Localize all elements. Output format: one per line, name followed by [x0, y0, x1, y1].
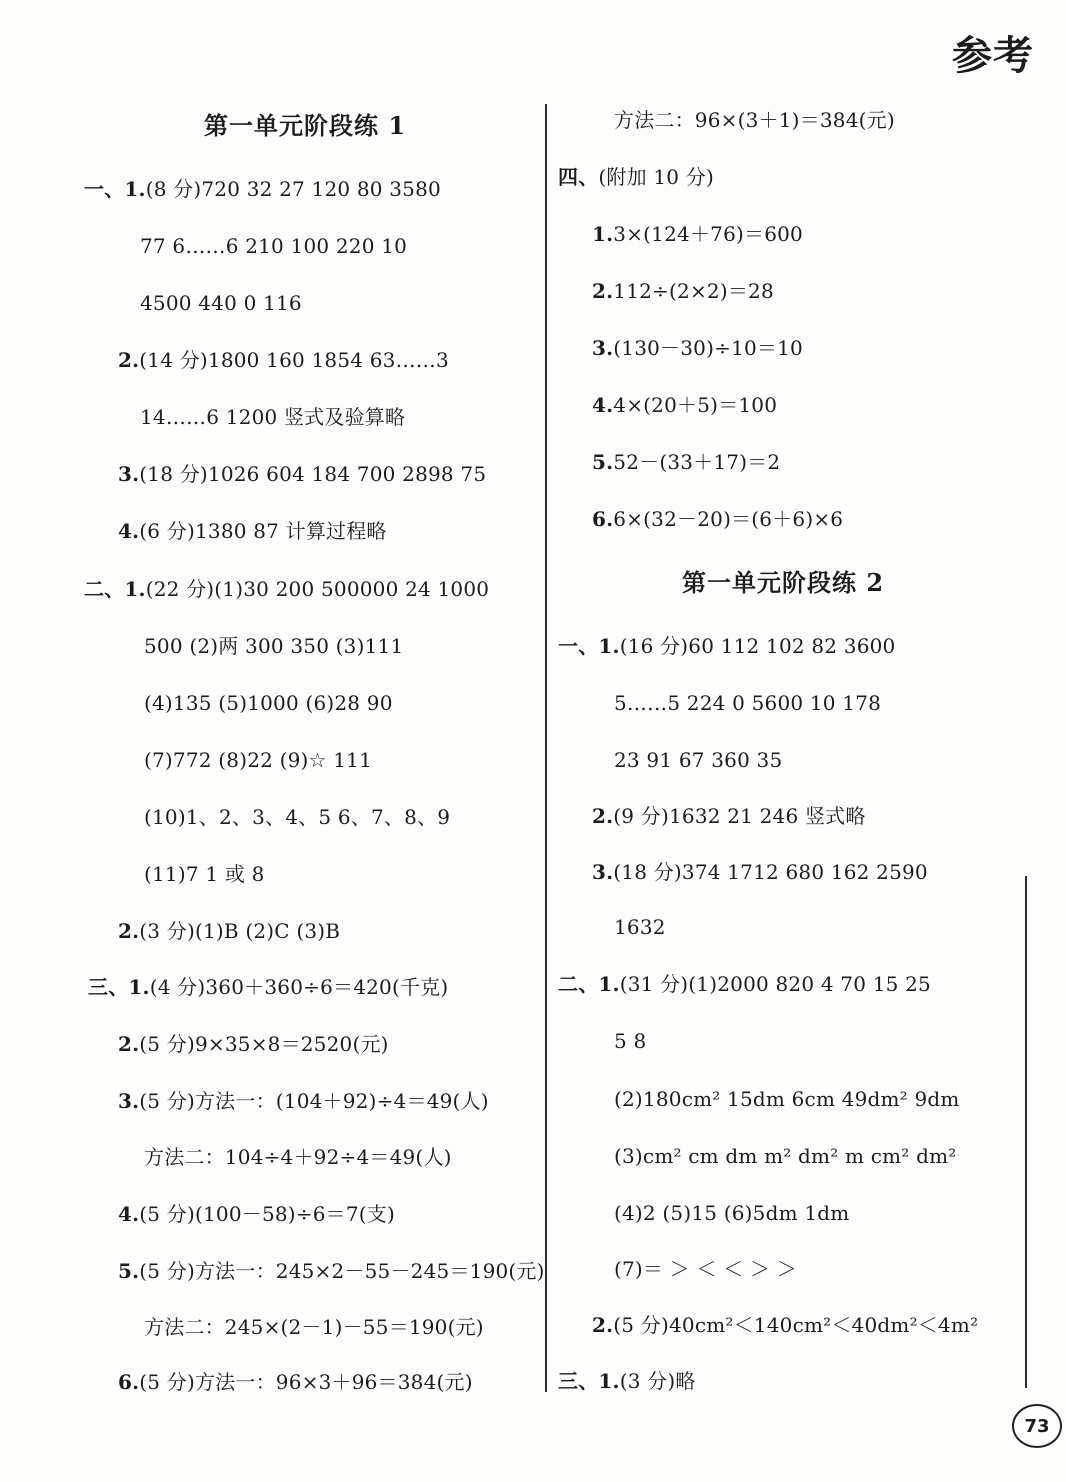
left-section-title: 第一单元阶段练 1 — [204, 111, 407, 140]
answer-line: 6.6×(32－20)＝(6＋6)×6 — [592, 507, 844, 531]
answer-line: (2)180cm² 15dm 6cm 49dm² 9dm — [614, 1087, 960, 1111]
answer-line: 5……5 224 0 5600 10 178 — [614, 691, 882, 715]
answer-line: (4)135 (5)1000 (6)28 90 — [144, 691, 393, 715]
answer-line: 二、1.(22 分)(1)30 200 500000 24 1000 — [84, 577, 490, 601]
answer-line: 3.(18 分)374 1712 680 162 2590 — [592, 860, 928, 884]
answer-line: 三、1.(4 分)360＋360÷6＝420(千克) — [88, 975, 449, 999]
answer-line: 5 8 — [614, 1029, 647, 1053]
answer-line: 500 (2)两 300 350 (3)111 — [144, 634, 404, 658]
answer-line: (3)cm² cm dm m² dm² m cm² dm² — [614, 1144, 957, 1168]
page-number-badge: 73 — [1012, 1404, 1062, 1448]
answer-line: 四、(附加 10 分) — [558, 165, 714, 189]
answer-line: 2.(3 分)(1)B (2)C (3)B — [118, 919, 341, 943]
reference-header: 参考 — [952, 32, 1034, 79]
answer-line: 1.3×(124＋76)＝600 — [592, 222, 803, 246]
answer-line: 2.(9 分)1632 21 246 竖式略 — [592, 804, 866, 828]
answer-line: 3.(5 分)方法一：(104＋92)÷4＝49(人) — [118, 1089, 489, 1113]
answer-line: 2.(14 分)1800 160 1854 63……3 — [118, 348, 449, 372]
answer-line: (11)7 1 或 8 — [144, 862, 265, 886]
answer-line: 5.(5 分)方法一：245×2－55－245＝190(元) — [118, 1259, 545, 1283]
answer-line: 77 6……6 210 100 220 10 — [140, 234, 408, 258]
answer-line: 6.(5 分)方法一：96×3＋96＝384(元) — [118, 1370, 473, 1394]
answer-line: 1632 — [614, 915, 666, 939]
answer-line: 一、1.(16 分)60 112 102 82 3600 — [558, 634, 896, 658]
answer-line: 三、1.(3 分)略 — [558, 1369, 696, 1393]
answer-line: 23 91 67 360 35 — [614, 748, 783, 772]
answer-line: (4)2 (5)15 (6)5dm 1dm — [614, 1201, 850, 1225]
right-edge-rule — [1025, 876, 1027, 1388]
answer-line: (10)1、2、3、4、5 6、7、8、9 — [144, 805, 451, 829]
answer-line: 4.4×(20＋5)＝100 — [592, 393, 778, 417]
answer-line: 一、1.(8 分)720 32 27 120 80 3580 — [84, 177, 441, 201]
answer-line: 5.52－(33＋17)＝2 — [592, 450, 781, 474]
answer-line: 3.(130－30)÷10＝10 — [592, 336, 803, 360]
answer-line: 14……6 1200 竖式及验算略 — [140, 405, 406, 429]
answer-line: 4500 440 0 116 — [140, 291, 302, 315]
answer-line: 4.(6 分)1380 87 计算过程略 — [118, 519, 387, 543]
answer-line: 2.(5 分)40cm²＜140cm²＜40dm²＜4m² — [592, 1313, 979, 1337]
answer-line: 4.(5 分)(100－58)÷6＝7(支) — [118, 1202, 396, 1226]
answer-line: 2.(5 分)9×35×8＝2520(元) — [118, 1032, 389, 1056]
answer-line: (7)772 (8)22 (9)☆ 111 — [144, 748, 372, 772]
column-divider — [545, 104, 547, 1392]
answer-line: 二、1.(31 分)(1)2000 820 4 70 15 25 — [558, 972, 931, 996]
answer-line: 方法二：96×(3＋1)＝384(元) — [614, 108, 895, 132]
answer-line: 2.112÷(2×2)＝28 — [592, 279, 774, 303]
right-section-title: 第一单元阶段练 2 — [682, 568, 885, 597]
answer-line: 3.(18 分)1026 604 184 700 2898 75 — [118, 462, 487, 486]
answer-line: (7)＝ ＞ ＜ ＜ ＞ ＞ — [614, 1257, 797, 1281]
answer-line: 方法二：104÷4＋92÷4＝49(人) — [144, 1145, 452, 1169]
answer-line: 方法二：245×(2－1)－55＝190(元) — [144, 1315, 484, 1339]
